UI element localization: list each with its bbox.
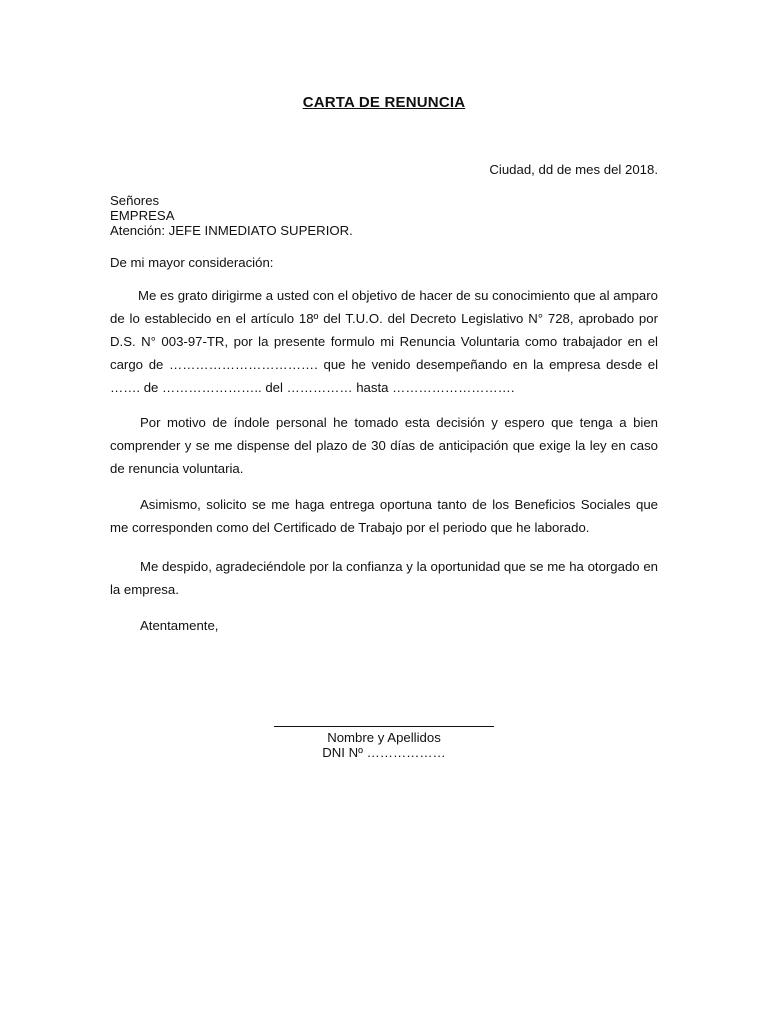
signature-name-label: Nombre y Apellidos [327,730,441,745]
recipient-attention: Atención: JEFE INMEDIATO SUPERIOR. [110,223,353,238]
paragraph-benefits: Asimismo, solicito se me haga entrega oportuna tanto de los Beneficios Sociales que me corresponden como del Certificado de Trabajo por el periodo que he laborado. [110,497,658,535]
signature-block [274,713,494,760]
recipient-salutation: Señores [110,193,160,208]
greeting: De mi mayor consideración: [110,255,274,270]
signature-dni-label: DNI Nº ……………… [322,745,446,760]
recipient-block [110,193,353,238]
signature-line [274,726,494,727]
date-line: Ciudad, dd de mes del 2018. [489,162,658,177]
closing: Atentamente, [140,618,219,633]
document-title: CARTA DE RENUNCIA [302,94,466,111]
recipient-company: EMPRESA [110,208,175,223]
paragraph-resignation: Me es grato dirigirme a usted con el objetivo de hacer de su conocimiento que al amparo de lo establecido en el artículo 18º del T.U.O. del Decreto Legislativo N° 728, aprobado por D.S. N° 003-97-TR, por la presente formulo mi Renuncia Voluntaria como trabajador en el cargo de ……………………………. que he venido desempeñando en la empresa desde el ……. de ………………….. del …………… hasta ………………………. [110,288,658,395]
paragraph-reason: Por motivo de índole personal he tomado esta decisión y espero que tenga a bien comprender y se me dispense del plazo de 30 días de anticipación que exige la ley en caso de renuncia voluntaria. [110,415,658,476]
paragraph-farewell: Me despido, agradeciéndole por la confianza y la oportunidad que se me ha otorgado en la empresa. [110,559,658,597]
